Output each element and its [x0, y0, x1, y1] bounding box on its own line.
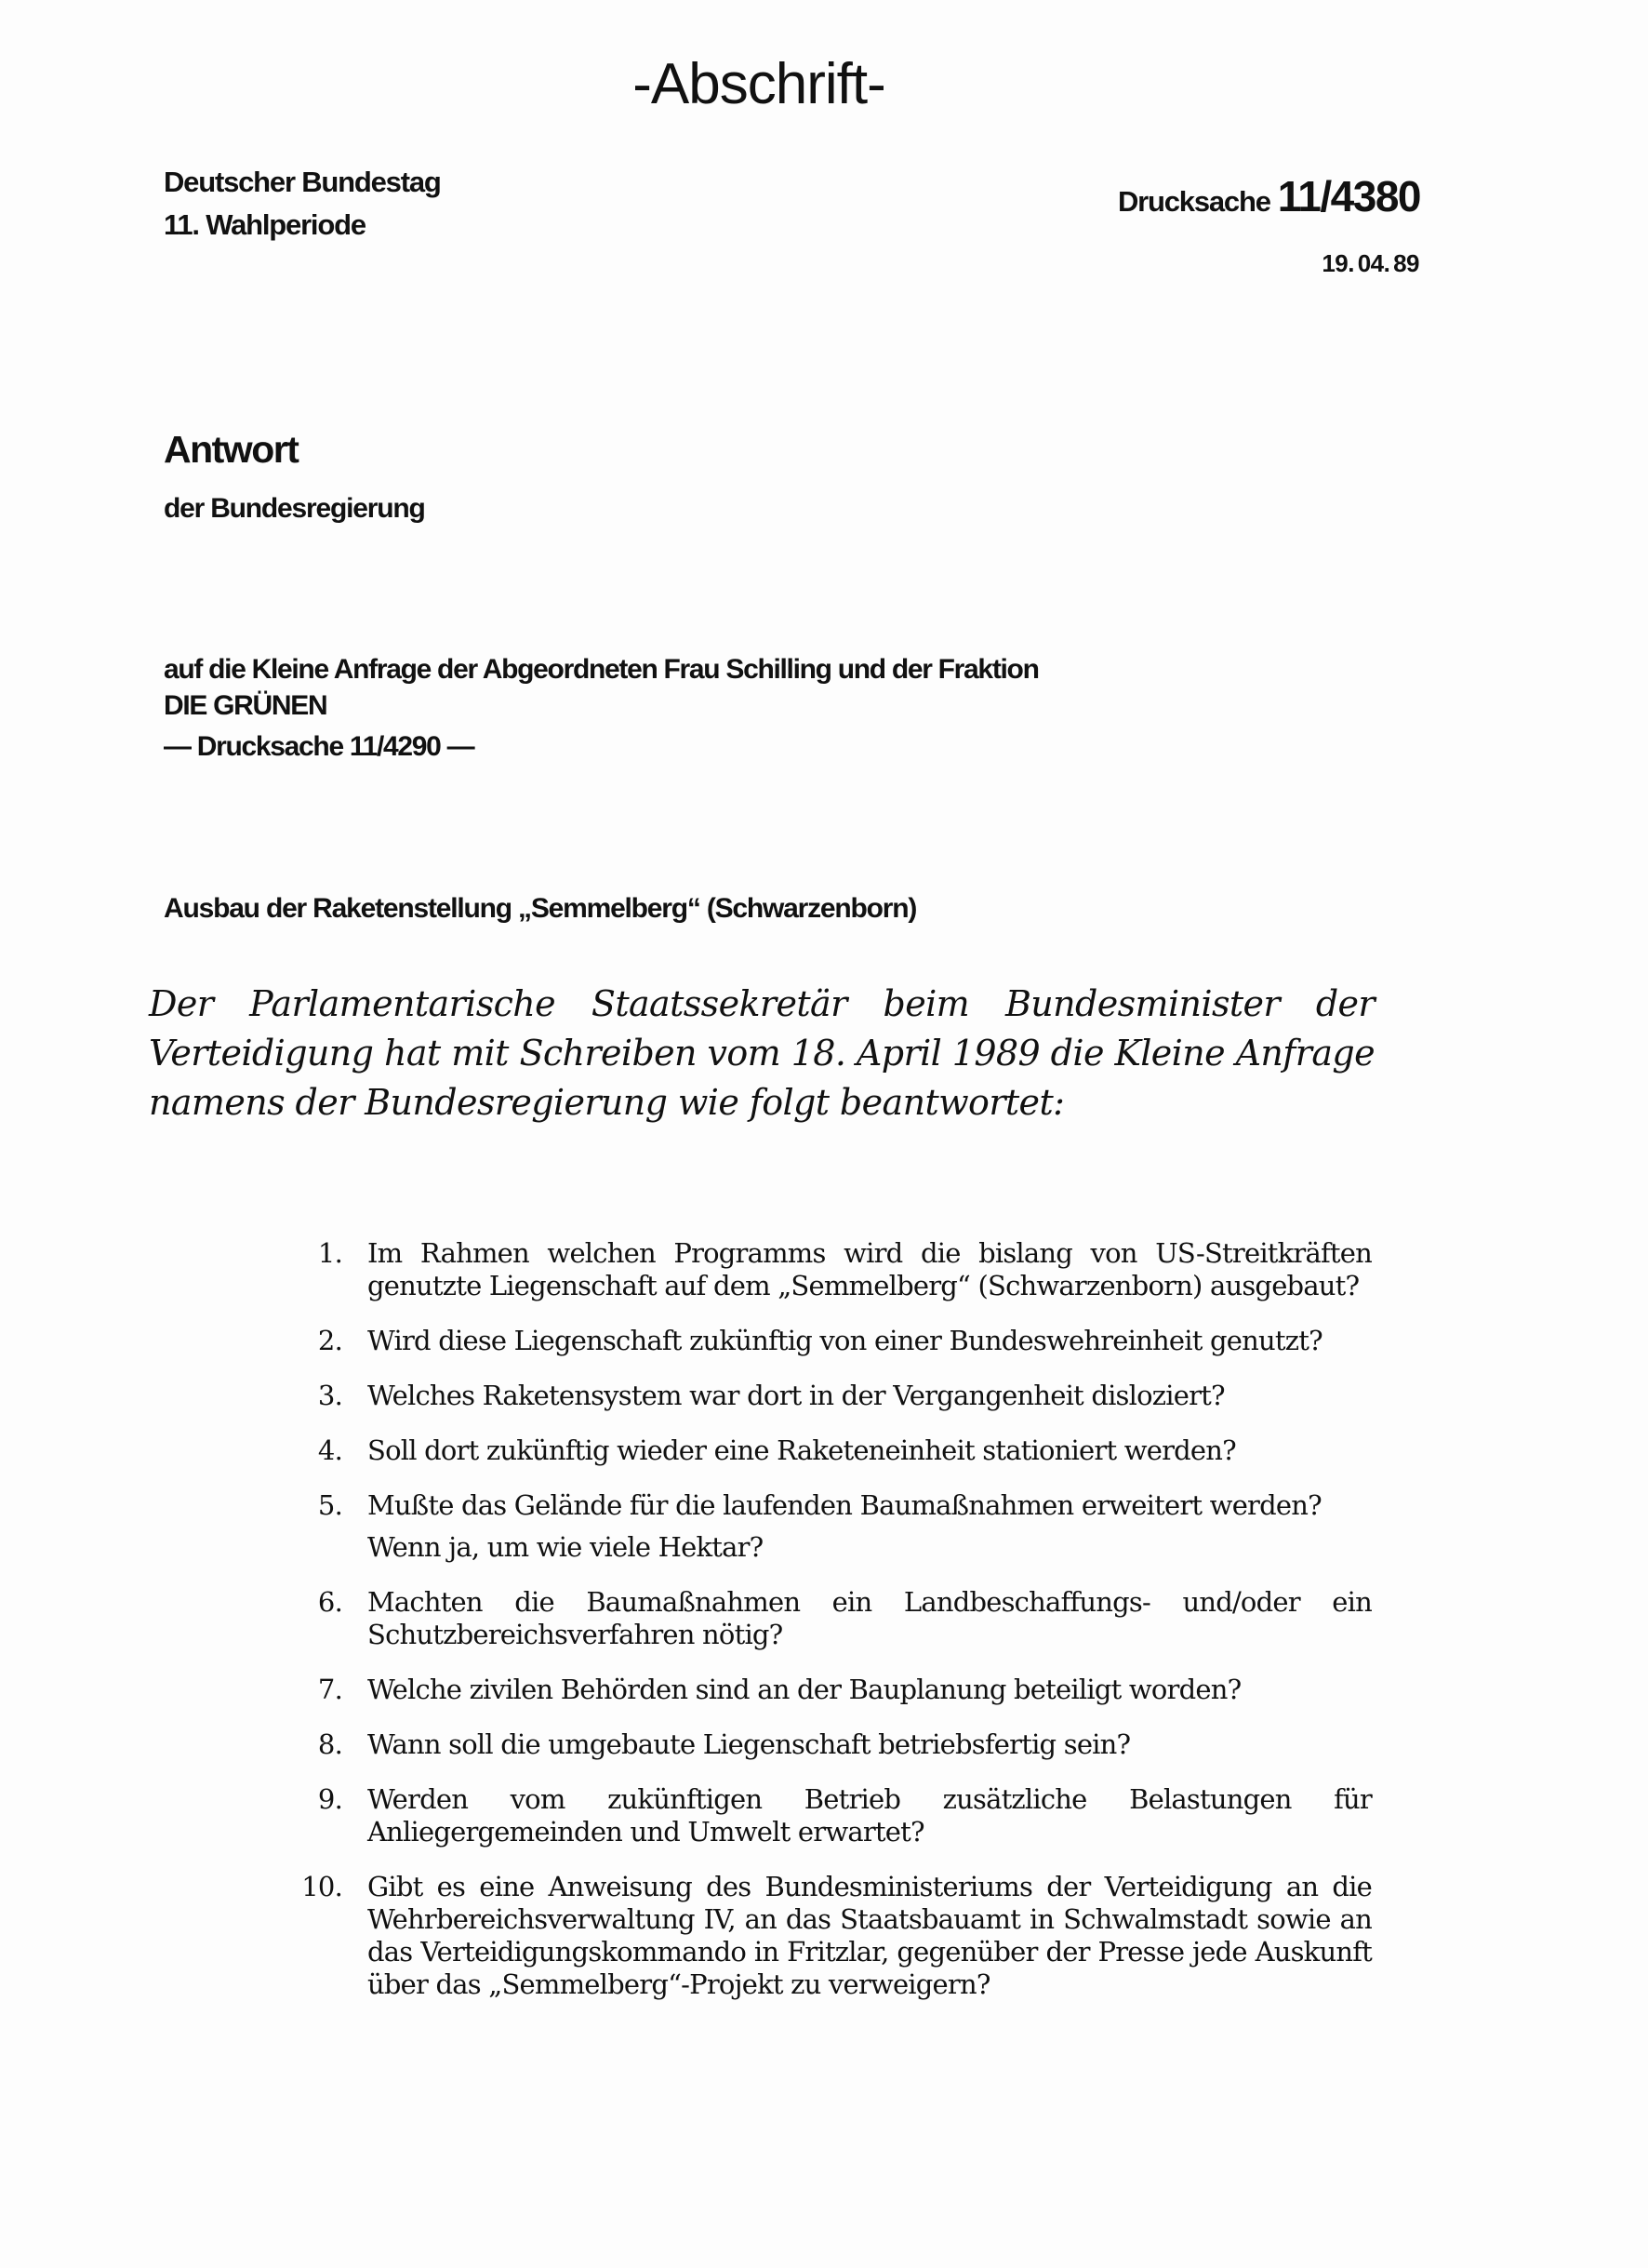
question-item — [298, 1783, 1372, 1848]
document-type-heading: Antwort — [164, 428, 299, 471]
question-item — [298, 1434, 1372, 1467]
question-number: 8. — [317, 1728, 342, 1760]
question-number: 6. — [317, 1586, 342, 1618]
drucksache-label: Drucksache — [1117, 185, 1270, 218]
question-number: 10. — [301, 1871, 342, 1902]
question-text: Mußte das Gelände für die laufenden Baumaßnahmen erweitert werden? — [367, 1489, 1322, 1521]
document-issuer: der Bundesregierung — [164, 493, 425, 524]
question-text: Welche zivilen Behörden sind an der Bauplanung beteiligt worden? — [367, 1674, 1242, 1705]
question-number: 3. — [317, 1380, 342, 1411]
reference-drucksache: — Drucksache 11/4290 — — [164, 731, 474, 762]
question-text: Soll dort zukünftig wieder eine Raketeneinheit stationiert werden? — [367, 1434, 1236, 1466]
question-item — [298, 1728, 1372, 1761]
document-date: 19. 04. 89 — [1322, 249, 1419, 277]
reference-faction: DIE GRÜNEN — [164, 690, 327, 721]
intro-paragraph: Der Parlamentarische Staatssekretär beim Bundesminister der Verteidigung hat mit Schreiben vom 18. April 1989 die Kleine Anfrage namens der Bundesregierung wie folgt beantwortet: — [149, 983, 1375, 1123]
question-text: Wird diese Liegenschaft zukünftig von einer Bundeswehreinheit genutzt? — [367, 1325, 1322, 1356]
question-item — [298, 1237, 1372, 1302]
question-text: Werden vom zukünftigen Betrieb zusätzliche Belastungen für Anliegergemeinden und Umwelt erwartet? — [367, 1783, 1372, 1848]
question-item — [298, 1489, 1372, 1564]
question-followup: Wenn ja, um wie viele Hektar? — [367, 1531, 764, 1563]
question-item — [298, 1380, 1372, 1412]
document-title: Ausbau der Raketenstellung „Semmelberg“ (Schwarzenborn) — [164, 893, 917, 924]
legislative-period: 11. Wahlperiode — [164, 208, 365, 241]
question-number: 2. — [317, 1325, 342, 1356]
reference-line: auf die Kleine Anfrage der Abgeordneten Frau Schilling und der Fraktion — [164, 654, 1039, 685]
question-item — [298, 1871, 1372, 2001]
organization-name: Deutscher Bundestag — [164, 166, 441, 198]
question-number: 9. — [317, 1783, 342, 1815]
drucksache-header — [1118, 171, 1420, 221]
copy-stamp-heading: -Abschrift- — [632, 52, 885, 116]
question-text: Machten die Baumaßnahmen ein Landbeschaffungs- und/oder ein Schutzbereichsverfahren nötig? — [367, 1586, 1372, 1650]
question-number: 5. — [317, 1489, 342, 1521]
question-text: Wann soll die umgebaute Liegenschaft betriebsfertig sein? — [367, 1728, 1131, 1760]
question-number: 7. — [317, 1674, 342, 1705]
question-text: Im Rahmen welchen Programms wird die bislang von US-Streitkräften genutzte Liegenschaft auf dem „Semmelberg“ (Schwarzenborn) ausgebaut? — [367, 1237, 1372, 1301]
question-item — [298, 1674, 1372, 1706]
question-item — [298, 1586, 1372, 1651]
drucksache-number: 11/4380 — [1277, 172, 1420, 220]
question-text: Gibt es eine Anweisung des Bundesministeriums der Verteidigung an die Wehrbereichsverwaltung IV, an das Staatsbauamt in Schwalmstadt sowie an das Verteidigungskommando in Fritzlar, gegenüber der Presse jede Auskunft über das „Semmelberg“-Projekt zu verweigern? — [367, 1871, 1372, 2000]
question-text: Welches Raketensystem war dort in der Vergangenheit disloziert? — [367, 1380, 1225, 1411]
question-list — [298, 1237, 1372, 2023]
question-number: 1. — [317, 1237, 342, 1269]
question-item — [298, 1325, 1372, 1357]
question-number: 4. — [317, 1434, 342, 1466]
